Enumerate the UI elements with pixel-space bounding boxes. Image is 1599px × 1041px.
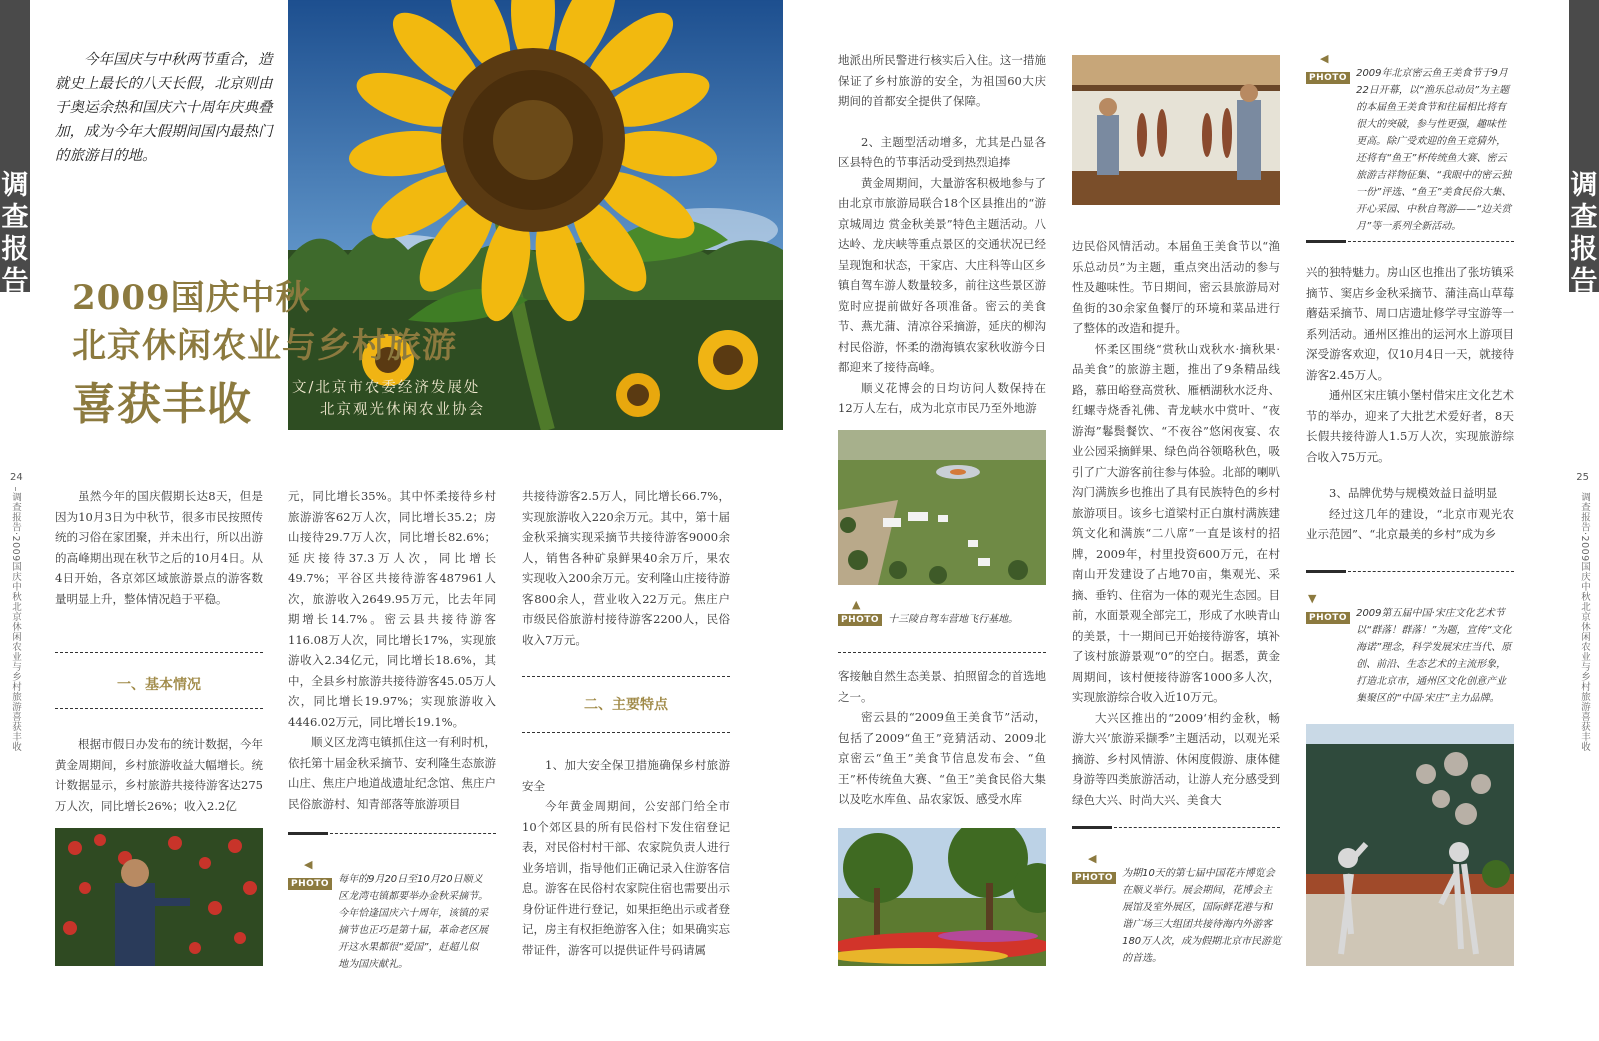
campground-illustration (838, 430, 1046, 585)
apple-photo-caption: 每年的9月20日至10月20日顺义区龙湾屯镇都要举办金秋采摘节。今年恰逢国庆六十周年，该镇的采摘节也正巧是第十届，革命老区展开这水果都很“爱国”，赶超儿似地为国庆献礼。 (338, 874, 489, 970)
col4-paragraph-2: 黄金周期间，大量游客积极地参与了由北京市旅游局联合18个区县推出的“游京城周边 赏金秋美景”特色主题活动。八达岭、龙庆峡等重点景区的交通状况已经呈现饱和状态，干家店、大庄科等山区乡镇自驾车游人数量较多，前往这些景区游览时应提前做好各项准备。密云的美食节、燕尤蒲、清凉谷采摘游，延庆的柳沟村民俗游，怀柔的渤海镇农家秋收游今日都迎来了接待高峰。 (838, 175, 1046, 374)
col2-paragraph-1: 元，同比增长35%。其中怀柔接待乡村旅游游客62万人次，同比增长35.2；房山接待29.7万人次，同比增长82.6%；延庆接待37.3万人次，同比增长49.7%；平谷区共接待游客487961人次，旅游收入2649.95万元，比去年同期增长14.7%。密云县共接待游客116.08万人次，同比增长17%，实现旅游收入2.34亿元，同比增长18.6%，其中，全县乡村旅游共接待游客45.05万人次，同比增长19.97%；实现旅游收入4446.02万元，同比增长19.1%。 (288, 489, 496, 729)
caption-rule-dashed (1348, 571, 1514, 572)
side-tab-char: 调 (1, 170, 29, 201)
headline-line3: 喜获丰收 (72, 379, 252, 430)
apple-caption-block (288, 858, 496, 973)
campground-caption-block (838, 598, 1046, 628)
section-divider (55, 652, 263, 653)
caption-pointer-icon: ▲ (852, 598, 861, 611)
caption-rule (1072, 826, 1112, 829)
section-divider (522, 676, 730, 677)
col6-paragraph-2: 通州区宋庄镇小堡村借宋庄文化艺术节的举办，迎来了大批艺术爱好者，8天长假共接待游人1.5万人次，实现旅游综合收入75万元。 (1306, 388, 1514, 464)
caption-rule-dashed (330, 833, 496, 834)
side-tab-right (1569, 0, 1599, 297)
page-number-right: 25 (1576, 472, 1589, 483)
photo-badge: PHOTO (838, 614, 882, 626)
side-tab-char: 告 (1570, 266, 1598, 297)
caption-pointer-icon: ◀ (1320, 52, 1329, 65)
section-heading-basic: 一、基本情况 (117, 677, 201, 693)
col4-paragraph-5: 密云县的“2009鱼王美食节”活动，包括了2009“鱼王”竞猜活动、2009北京密云“鱼王”美食节信息发布会、“鱼王”杯传统鱼大赛、“鱼王”美食民俗大集以及吃水库鱼、品农家饭、感受水库 (838, 710, 1046, 806)
column-3-cont (522, 755, 730, 960)
side-tab-left-label (0, 170, 30, 298)
column-2 (288, 486, 496, 814)
col6-paragraph-3: 经过这几年的建设，“北京市观光农业示范园”、“北京最美的乡村”成为乡 (1306, 506, 1514, 541)
section-divider (522, 732, 730, 733)
col4-paragraph-1: 地派出所民警进行核实后入住。这一措施保证了乡村旅游的安全，为祖国60大庆期间的首都安全提供了保障。 (838, 53, 1046, 108)
col1-paragraph-1: 虽然今年的国庆假期长达8天，但是因为10月3日为中秋节，很多市民按照传统的习俗在家团聚，并未出行，所以出游的高峰期出现在秋节之后的10月4日。从4日开始，各京郊区域旅游景点的游客数量明显上升，整体情况趋于平稳。 (55, 489, 263, 606)
flower-expo-illustration (838, 828, 1046, 966)
art-festival-illustration (1306, 724, 1514, 966)
side-tab-char: 查 (1570, 202, 1598, 233)
col5-paragraph-3: 大兴区推出的“2009‘相约金秋，畅游大兴’旅游采撷季”主题活动，以观光采摘游、乡村风情游、休闲度假游、康体健身游等四类旅游活动，让游人充分感受到绿色大兴、时尚大兴、美食大 (1072, 710, 1280, 807)
column-1 (55, 486, 263, 609)
headline-line2: 北京休闲农业与乡村旅游 (72, 326, 457, 366)
caption-pointer-icon: ◀ (1088, 852, 1097, 865)
col5-paragraph-1: 边民俗风情活动。本届鱼王美食节以“渔乐总动员”为主题，重点突出活动的参与性及趣味性。节日期间，密云县旅游局对鱼街的30余家鱼餐厅的环境和菜品进行了整体的改造和提升。 (1072, 239, 1280, 335)
flower-photo-caption: 为期10天的第七届中国花卉博览会在顺义举行。展会期间，花博会主展馆及室外展区，国际鲜花港与和谐广场三大组团共接待海内外游客180万人次，成为假期北京市民游览的首选。 (1122, 868, 1282, 964)
caption-pointer-icon: ▼ (1308, 592, 1317, 605)
col6-subheading-3: 3、品牌优势与规模效益日益明显 (1329, 486, 1498, 500)
running-head-rule-left (15, 487, 16, 491)
lead-paragraph: 今年国庆与中秋两节重合，造就史上最长的八天长假，北京则由于奥运余热和国庆六十周年庆典叠加，成为今年大假期间国内最热门的旅游目的地。 (55, 52, 273, 164)
caption-rule-dashed (1114, 827, 1280, 828)
art-caption-block (1306, 592, 1516, 707)
art-festival-photo-caption: 2009第五届中国·宋庄文化艺术节以“群落！群落！”为题，宣传“文化海诺”理念，科学发展宋庄当代、原创、前沿、生态艺术的主流形象，打造北京市，通州区文化创意产业集聚区的“中国·宋庄”主力品牌。 (1356, 608, 1512, 704)
col4-subheading-2: 2、主题型活动增多，尤其是凸显各区县特色的节事活动受到热烈追捧 (838, 134, 1046, 169)
photo-badge: PHOTO (1306, 72, 1350, 84)
byline-line2: 北京观光休闲农业协会 (320, 402, 485, 418)
column-4-cont (838, 666, 1046, 810)
fish-caption-block (1306, 52, 1516, 235)
side-tab-char: 查 (1, 202, 29, 233)
flower-caption-block (1072, 852, 1282, 967)
column-4 (838, 50, 1046, 419)
side-tab-char: 报 (1, 234, 29, 265)
col2-paragraph-2: 顺义区龙湾屯镇抓住这一有利时机，依托第十届金秋采摘节、安利隆生态旅游山庄、焦庄户地道战遗址纪念馆、焦庄户民俗旅游村、知青部落等旅游项目 (288, 735, 496, 811)
col4-paragraph-3: 顺义花博会的日均访问人数保持在12万人左右，成为北京市民乃至外地游 (838, 380, 1046, 415)
column-3 (522, 486, 730, 650)
photo-badge: PHOTO (1072, 872, 1116, 884)
fish-photo-caption: 2009年北京密云鱼王美食节于9月22日开幕，以“渔乐总动员”为主题的本届鱼王美食节和往届相比将有很大的突破，参与性更强，趣味性更高。除广受欢迎的鱼王竞猜外，还将有“鱼王”杯传统鱼大赛、密云旅游吉祥物征集、“我眼中的密云独一份”评选、“鱼王”美食民俗大集、开心采园、中秋自驾游——“边关赏月”等一系列全新活动。 (1356, 68, 1512, 232)
headline-line1: 2009国庆中秋 (72, 278, 311, 318)
caption-rule (288, 832, 328, 835)
col3-subheading-1: 1、加大安全保卫措施确保乡村旅游安全 (522, 758, 730, 793)
side-tab-right-label (1569, 170, 1599, 298)
apple-orchard-illustration (55, 828, 263, 966)
section-divider (55, 708, 263, 709)
fish-festival-illustration (1072, 55, 1280, 205)
column-5 (1072, 236, 1280, 810)
running-head-right: 调查报告·2009国庆中秋北京休闲农业与乡村旅游喜获丰收 (1579, 492, 1590, 752)
photo-badge: PHOTO (1306, 612, 1350, 624)
page-number-left: 24 (10, 472, 23, 483)
column-1-cont (55, 734, 263, 816)
side-tab-char: 报 (1570, 234, 1598, 265)
side-tab-char: 告 (1, 266, 29, 297)
apple-orchard-photo (55, 828, 263, 966)
campground-photo-caption: 十三陵自驾车营地飞行基地。 (888, 614, 1019, 625)
byline-line1: 文/北京市农委经济发展处 (292, 380, 481, 396)
col3-paragraph-1: 共接待游客2.5万人，同比增长66.7%，实现旅游收入220余万元。其中，第十届金秋采摘实现采摘节共接待游客9000余人，销售各种矿泉鲜果40余万斤，果农实现收入200余万元。安利隆山庄接待游客800余人，营业收入22万元。焦庄户市级民俗旅游村接待游客2200人，民俗收入7万元。 (522, 489, 730, 647)
side-tab-char: 调 (1570, 170, 1598, 201)
caption-rule (1306, 240, 1346, 243)
caption-pointer-icon: ◀ (304, 858, 313, 871)
art-festival-photo (1306, 724, 1514, 966)
column-6 (1306, 262, 1514, 545)
col6-paragraph-1: 兴的独特魅力。房山区也推出了张坊镇采摘节、窦店乡金秋采摘节、蒲洼高山草莓蘑菇采摘节、周口店遗址修学寻宝游等一系列活动。通州区推出的运河水上游项目深受游客欢迎，仅10月4日一天，就接待游客2.45万人。 (1306, 265, 1514, 382)
flower-expo-photo (838, 828, 1046, 966)
running-head-left: 调查报告·2009国庆中秋北京休闲农业与乡村旅游喜获丰收 (10, 492, 21, 752)
col3-paragraph-2: 今年黄金周期间，公安部门给全市10个郊区县的所有民俗村下发住宿登记表，对民俗村村干部、农家院负责人进行业务培训，指导他们正确记录入住游客信息。游客在民俗村农家院住宿也需要出示身份证件进行登记，如果拒绝出示或者登记，房主有权拒绝游客入住；如果确实忘带证件，游客可以提供证件号码请属 (522, 799, 730, 957)
col5-paragraph-2: 怀柔区围绕“赏秋山戏秋水·摘秋果·品美食”的旅游主题，推出了9条精品线路，慕田峪登高赏秋、雁栖湖秋水泛舟、红螺寺烧香礼佛、青龙峡水中赏叶、“夜游海”鬈鬓餐饮、“不夜谷”悠闲夜宴、农业公园采摘鲜果、绿色尚谷领略秋色，吸引了广大游客前往参与体验。北部的喇叭沟门满族乡也推出了具有民族特色的乡村旅游项目。该乡七道梁村正白旗村满族建筑文化和满族“二八席”一直是该村的招牌，2009年，村里投资600万元，在村南山开发建设了占地70亩，集观光、采摘、垂钓、住宿为一体的观光生态园。目前，水面景观全部完工，形成了水映青山的美景，十一期间已开始接待游客，填补了该村旅游景观“0”的空白。据悉，黄金周期间，该村便接待游客1000多人次，实现旅游综合收入近10万元。 (1072, 341, 1280, 704)
col1-paragraph-2: 根据市假日办发布的统计数据，今年黄金周期间，乡村旅游收益大幅增长。统计数据显示，乡村旅游共接待游客达275万人次，同比增长26%；收入2.2亿 (55, 737, 263, 813)
caption-rule-dashed (1348, 241, 1514, 242)
caption-rule (1306, 570, 1346, 573)
side-tab-left (0, 0, 30, 297)
section-heading-features: 二、主要特点 (584, 697, 668, 713)
fish-festival-photo (1072, 55, 1280, 205)
col4-paragraph-4: 客接触自然生态美景、拍照留念的首选地之一。 (838, 669, 1046, 704)
campground-aerial-photo (838, 430, 1046, 585)
photo-badge: PHOTO (288, 878, 332, 890)
caption-rule-dashed (838, 652, 1046, 653)
